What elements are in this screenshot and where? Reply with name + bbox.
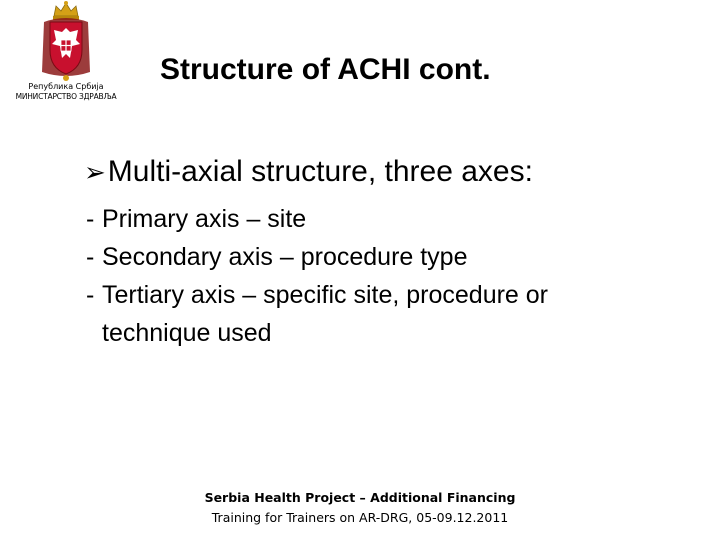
serbia-coat-of-arms-icon	[38, 0, 94, 84]
list-item	[86, 238, 646, 276]
dash-marker: -	[86, 281, 95, 309]
organization-line-1: Република Србија	[28, 82, 104, 91]
list-item	[86, 276, 646, 352]
lead-bullet	[84, 152, 533, 193]
dash-marker: -	[86, 205, 95, 233]
slide-title: Structure of ACHI cont.	[160, 53, 491, 86]
list-item-text: Tertiary axis – specific site, procedure or technique used	[102, 281, 549, 347]
footer	[180, 488, 540, 528]
list-item-text: Secondary axis – procedure type	[102, 243, 468, 271]
list-item-text: Primary axis – site	[102, 205, 307, 233]
lead-text: Multi-axial structure, three axes:	[107, 155, 533, 188]
footer-line-2: Training for Trainers on AR-DRG, 05-09.12.2011	[211, 510, 509, 525]
bullet-list	[86, 200, 646, 352]
footer-line-1: Serbia Health Project – Additional Financing	[204, 490, 516, 505]
organization-line-2: МИНИСТАРСТВО ЗДРАВЉА	[15, 92, 117, 101]
list-item	[86, 200, 646, 238]
dash-marker: -	[86, 243, 95, 271]
arrow-bullet-icon: ➢	[84, 158, 106, 188]
